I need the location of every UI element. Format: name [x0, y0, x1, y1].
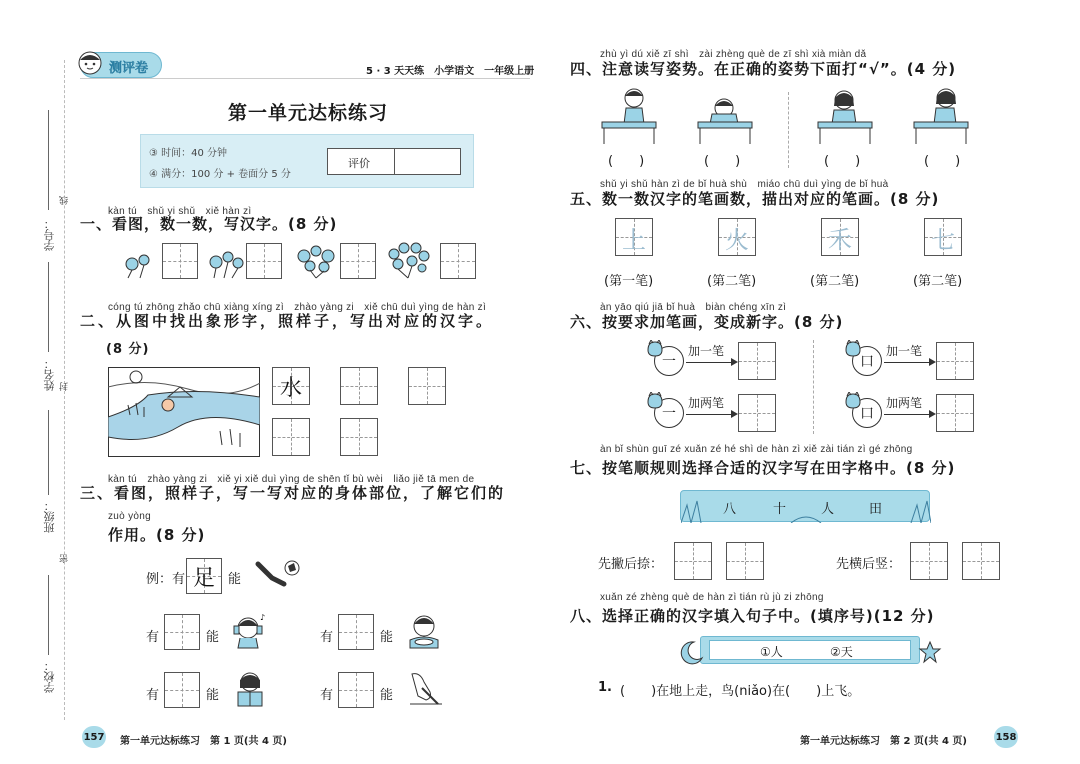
q3-grid-1[interactable]: [164, 614, 200, 650]
q3-grid-2[interactable]: [338, 614, 374, 650]
q5-char-3: 禾: [828, 225, 852, 254]
q8-option-bar: [700, 636, 920, 664]
q1-grid-2[interactable]: [246, 243, 282, 279]
q6-add-2: 加两笔: [688, 396, 725, 410]
q7-char-3: 人: [821, 502, 835, 517]
line-mark: 线: [60, 196, 70, 205]
q3-you-3: 有: [146, 688, 160, 703]
girl-listening-icon: [230, 612, 270, 650]
q7-grid-2[interactable]: [726, 542, 764, 580]
q5-label-2: (第二笔): [707, 274, 757, 289]
q5-grid-1[interactable]: [615, 218, 653, 256]
q8-title: 八、选择正确的汉字填入句子中。(填序号)(12 分): [570, 607, 935, 625]
q4-blank-1[interactable]: ( ): [608, 154, 645, 169]
boy-eating-icon: [404, 612, 444, 650]
q3-pinyin: kàn tú zhào yàng zi xiě yi xiě duì yìng de shēn tǐ bù wèi liǎo jiě tā men de: [108, 474, 475, 485]
q2-grid-2[interactable]: [408, 367, 446, 405]
q6-arrow-4: [884, 414, 934, 415]
q4-pinyin: zhù yì dú xiě zī shì zài zhèng què de zī shì xià miàn dǎ: [600, 49, 867, 60]
q8-sentence-1[interactable]: ( )在地上走，鸟(niǎo)在( )上飞。: [620, 684, 861, 699]
q6-grid-1[interactable]: [738, 342, 776, 380]
star-icon: [918, 640, 942, 664]
q6-add-4: 加两笔: [886, 396, 923, 410]
q4-blank-3[interactable]: ( ): [824, 154, 861, 169]
q7-rule-1: 先撇后捺：: [598, 557, 664, 572]
q6-title: 六、按要求加笔画，变成新字。(8 分): [570, 313, 844, 331]
q1-grid-1[interactable]: [162, 243, 198, 279]
eval-box: [327, 148, 461, 175]
q6-grid-2[interactable]: [738, 394, 776, 432]
q6-grid-4[interactable]: [936, 394, 974, 432]
q7-char-2: 十: [773, 502, 787, 517]
q8-option-2: ②天: [830, 645, 853, 659]
q2-example-grid: [272, 367, 310, 405]
eval-label: 评价: [348, 157, 370, 170]
q6-add-3: 加一笔: [886, 344, 923, 358]
q6-circle-4: 口: [852, 398, 882, 428]
posture-1-picture: [598, 84, 660, 146]
secret-mark: 密: [60, 554, 70, 563]
q5-grid-3[interactable]: [821, 218, 859, 256]
posture-3-picture: [814, 84, 876, 146]
q2-score: (8 分): [106, 342, 150, 357]
school-label: 学校：: [43, 660, 56, 693]
q6-circle-2: 一: [654, 398, 684, 428]
q5-char-2: 火: [725, 225, 749, 254]
header-rule: [80, 78, 530, 79]
q6-grid-3[interactable]: [936, 342, 974, 380]
q2-pinyin: cóng tú zhōng zhǎo chū xiàng xíng zì zhào yàng zi xiě chū duì yìng de hàn zì: [108, 302, 487, 313]
cat-4-icon: [844, 392, 862, 410]
flowers-4-icon: [386, 242, 430, 280]
moon-icon: [678, 640, 704, 666]
q1-title: 一、看图，数一数，写汉字。(8 分): [80, 215, 338, 233]
q6-circle-3: 口: [852, 346, 882, 376]
q4-divider: [788, 92, 789, 168]
q3-title: 三、看图，照样子，写一写对应的身体部位，了解它们的: [80, 484, 506, 502]
school-line: [48, 575, 49, 655]
q3-example-char: 足: [192, 565, 215, 591]
cat-3-icon: [844, 340, 862, 358]
q5-title: 五、数一数汉字的笔画数，描出对应的笔画。(8 分): [570, 190, 940, 208]
q4-title: 四、注意读写姿势。在正确的姿势下面打“√”。(4 分): [570, 60, 957, 78]
q8-option-inner: [709, 640, 911, 660]
q2-grid-1[interactable]: [340, 367, 378, 405]
q6-add-1: 加一笔: [688, 344, 725, 358]
q3-neng-1: 能: [206, 630, 220, 645]
page-number-left: 157: [82, 726, 106, 748]
student-no-line: [48, 110, 49, 210]
q6-arrow-3: [884, 362, 934, 363]
q7-grid-3[interactable]: [910, 542, 948, 580]
info-box: [140, 134, 474, 188]
q5-label-3: (第二笔): [810, 274, 860, 289]
q6-arrow-2: [686, 414, 736, 415]
q7-pinyin: àn bǐ shùn guī zé xuǎn zé hé shì de hàn zì xiě zài tián zì gé zhōng: [600, 444, 913, 455]
q3-you-2: 有: [320, 630, 334, 645]
class-label: 班级：: [43, 500, 56, 533]
flowers-2-icon: [206, 248, 248, 280]
hand-writing-icon: [404, 670, 444, 708]
eval-input[interactable]: [395, 149, 460, 174]
posture-2-picture: [694, 84, 756, 146]
q5-pinyin: shǔ yi shǔ hàn zì de bǐ huà shù miáo chū duì yìng de bǐ huà: [600, 179, 889, 190]
q5-label-1: (第一笔): [604, 274, 654, 289]
q1-pinyin: kàn tú shǔ yi shǔ xiě hàn zì: [108, 206, 252, 217]
q7-char-banner: [680, 490, 930, 522]
q8-option-1: ①人: [760, 645, 783, 659]
q5-grid-4[interactable]: [924, 218, 962, 256]
q7-char-4: 田: [869, 502, 883, 517]
q3-grid-3[interactable]: [164, 672, 200, 708]
seal-mark: 封: [60, 382, 70, 391]
student-no-label: 学号：: [43, 218, 56, 251]
flowers-3-icon: [294, 244, 338, 280]
badge: [80, 52, 162, 78]
girl-reading-icon: [230, 670, 270, 708]
q2-grid-4[interactable]: [340, 418, 378, 456]
q7-grid-4[interactable]: [962, 542, 1000, 580]
q7-grid-1[interactable]: [674, 542, 712, 580]
q8-sentence-1-num: 1.: [598, 680, 612, 695]
cat-2-icon: [646, 392, 664, 410]
svg-text:♪: ♪: [260, 613, 266, 622]
q3-you-1: 有: [146, 630, 160, 645]
q3-neng-4: 能: [380, 688, 394, 703]
q6-arrow-1: [686, 362, 736, 363]
q3-you-4: 有: [320, 688, 334, 703]
q5-grid-2[interactable]: [718, 218, 756, 256]
badge-label: 测评卷: [109, 61, 149, 76]
q8-pinyin: xuǎn zé zhèng què de hàn zì tián rù jù zi zhōng: [600, 592, 824, 603]
q2-title: 二、从图中找出象形字，照样子，写出对应的汉字。: [80, 312, 495, 330]
q2-grid-3[interactable]: [272, 418, 310, 456]
grass-icon: [681, 491, 931, 523]
landscape-picture: [108, 367, 260, 457]
time-info: ③ 时间：40 分钟: [149, 148, 228, 159]
footer-left: 第一单元达标练习 第 1 页(共 4 页): [120, 736, 287, 747]
flowers-1-icon: [122, 250, 158, 280]
q1-grid-4[interactable]: [440, 243, 476, 279]
q2-example-char: 水: [279, 375, 302, 401]
q5-char-1: 上: [622, 225, 646, 254]
q5-char-4: 七: [931, 225, 955, 254]
score-info: ④ 满分：100 分 + 卷面分 5 分: [149, 169, 291, 180]
posture-4-picture: [910, 84, 972, 146]
boy-mascot-icon: [77, 50, 103, 76]
q6-circle-1: 一: [654, 346, 684, 376]
book-header: 5 · 3 天天练 小学语文 一年级上册: [366, 66, 535, 77]
page-number-right: 158: [994, 726, 1018, 748]
kick-ball-icon: [254, 558, 302, 592]
q3-example-grid: [186, 558, 222, 594]
footer-right: 第一单元达标练习 第 2 页(共 4 页): [800, 736, 967, 747]
q7-title: 七、按笔顺规则选择合适的汉字写在田字格中。(8 分): [570, 459, 956, 477]
q4-blank-4[interactable]: ( ): [924, 154, 961, 169]
q4-blank-2[interactable]: ( ): [704, 154, 741, 169]
q3-pinyin-2: zuò yòng: [108, 511, 151, 522]
q3-grid-4[interactable]: [338, 672, 374, 708]
page-title: 第一单元达标练习: [228, 102, 389, 124]
q3-neng-2: 能: [380, 630, 394, 645]
q3-neng-3: 能: [206, 688, 220, 703]
class-line: [48, 410, 49, 495]
q5-label-4: (第二笔): [913, 274, 963, 289]
q1-grid-3[interactable]: [340, 243, 376, 279]
q6-divider: [813, 340, 814, 434]
name-line: [48, 262, 49, 352]
q6-pinyin: àn yāo qiú jiā bǐ huà biàn chéng xīn zì: [600, 302, 787, 313]
q3-example-prefix: 例：有: [146, 572, 186, 587]
q3-title-2: 作用。(8 分): [108, 526, 206, 544]
cat-1-icon: [646, 340, 664, 358]
q7-rule-2: 先横后竖：: [836, 557, 902, 572]
q7-char-1: 八: [723, 502, 737, 517]
name-label: 姓名：: [43, 358, 56, 391]
q3-example-suffix: 能: [228, 572, 242, 587]
